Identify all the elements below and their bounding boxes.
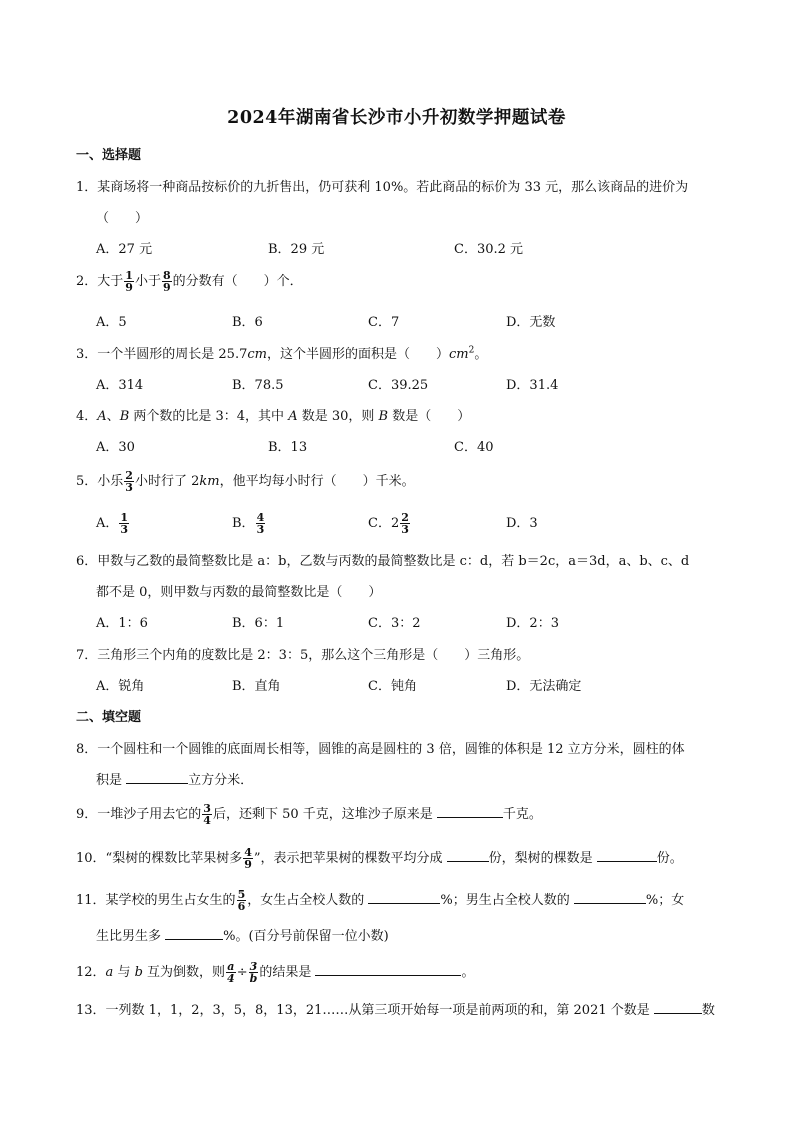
answer-blank[interactable] (597, 849, 657, 862)
option-a: A． $\frac{1}{3}$ (96, 511, 129, 536)
question-13 (76, 999, 715, 1018)
question-text: 数 (701, 1003, 715, 1018)
fraction: $\frac{3}{b}$ (249, 960, 258, 985)
option-b: B．直角 (232, 679, 281, 694)
question-text: 甲数与乙数的最简整数比是 a：b，乙数与丙数的最简整数比是 c：d，若 b＝2c，a＝3d，a、b、c、d (97, 554, 690, 569)
option-b: B．6 (232, 315, 263, 330)
question-text: 数是 30，则 (297, 409, 379, 424)
variable: B (119, 409, 130, 424)
question-text: ”，表示把苹果树的棵数平均分成 (253, 851, 447, 866)
question-11-continuation: 生比男生多 %。(百分号前保留一位小数) (96, 929, 389, 944)
question-5-options (96, 511, 736, 536)
fraction: $\frac{1}{9}$ (125, 269, 133, 294)
question-text: %；女 (645, 893, 685, 908)
question-1-continuation: （ ） (96, 211, 149, 226)
question-text: 千克。 (502, 807, 542, 822)
option-d: D．2：3 (506, 616, 559, 631)
question-text: 一堆沙子用去它的 (97, 807, 202, 822)
answer-blank[interactable] (574, 891, 646, 904)
option-c: C．39.25 (368, 378, 429, 393)
fraction: $\frac{4}{9}$ (244, 846, 252, 871)
question-text: 、 (106, 409, 120, 424)
question-2 (76, 270, 303, 293)
question-number: 12． (76, 965, 106, 980)
question-text: %；男生占全校人数的 (440, 893, 574, 908)
question-text: 后，还剩下 50 千克，这堆沙子原来是 (212, 807, 437, 822)
option-b: B．29 元 (268, 242, 325, 257)
question-1 (76, 176, 688, 195)
question-6 (76, 550, 689, 569)
question-4 (76, 405, 470, 424)
variable: b (134, 965, 143, 980)
question-number: 8． (76, 742, 98, 757)
question-text: 与 (113, 965, 135, 980)
option-a: A．1：6 (96, 616, 148, 631)
option-c: C．7 (368, 315, 400, 330)
question-number: 9． (76, 807, 98, 822)
question-8 (76, 738, 685, 757)
question-text: 互为倒数，则 (142, 965, 226, 980)
option-c: C．2 $\frac{2}{3}$ (368, 511, 409, 536)
option-d: D．31.4 (506, 378, 559, 393)
answer-blank[interactable] (447, 849, 489, 862)
answer-blank[interactable] (437, 805, 503, 818)
variable: a (105, 965, 114, 980)
question-text: “梨树的棵数比苹果树多 (105, 851, 243, 866)
question-text: 小于 (134, 274, 161, 289)
page-title: 2024年湖南省长沙市小升初数学押题试卷 (227, 108, 566, 128)
question-9 (76, 803, 542, 826)
question-text: 份，梨树的棵数是 (488, 851, 597, 866)
question-number: 4． (76, 409, 98, 424)
question-number: 7． (76, 648, 98, 663)
question-number: 13． (76, 1003, 106, 1018)
variable: A (288, 409, 298, 424)
option-a: A．30 (96, 440, 135, 455)
answer-blank[interactable] (315, 963, 461, 976)
section-heading-choice: 一、选择题 (76, 148, 142, 163)
question-text: ，这个半圆形的面积是（ ） (266, 347, 449, 362)
option-a: A．5 (96, 315, 127, 330)
question-text: 的分数有（ ）个． (172, 274, 303, 289)
fraction: $\frac{3}{4}$ (203, 802, 211, 827)
question-text: 小乐 (97, 474, 124, 489)
question-3-options (96, 374, 736, 392)
question-12 (76, 961, 474, 984)
question-3 (76, 343, 487, 362)
question-number: 5． (76, 474, 98, 489)
answer-blank[interactable] (126, 771, 188, 784)
question-10 (76, 847, 683, 870)
question-number: 3． (76, 347, 98, 362)
answer-blank[interactable] (165, 927, 223, 940)
option-b: B．6：1 (232, 616, 285, 631)
option-a: A．锐角 (96, 679, 145, 694)
option-d: D．无法确定 (506, 679, 582, 694)
question-text: 两个数的比是 3：4，其中 (129, 409, 289, 424)
option-c: C．钝角 (368, 679, 417, 694)
option-a: A．314 (96, 378, 144, 393)
question-text: 三角形三个内角的度数比是 2：3：5，那么这个三角形是（ ）三角形。 (97, 648, 530, 663)
unit: km (199, 474, 220, 489)
unit: cm (247, 347, 267, 362)
question-text: 大于 (97, 274, 124, 289)
question-text: 的结果是 (259, 965, 316, 980)
question-text: ，他平均每小时行（ ）千米。 (219, 474, 415, 489)
question-7-options (96, 675, 736, 693)
question-text: 小时行了 2 (134, 474, 200, 489)
option-d: D．无数 (506, 315, 556, 330)
variable: B (378, 409, 389, 424)
option-a: A．27 元 (96, 242, 153, 257)
question-8-continuation: 积是 立方分米． (96, 773, 254, 788)
question-4-options (96, 436, 736, 454)
question-text: 数是（ ） (388, 409, 471, 424)
fraction: $\frac{5}{6}$ (237, 888, 246, 913)
answer-blank[interactable] (654, 1001, 702, 1014)
variable: A (97, 409, 107, 424)
fraction: $\frac{8}{9}$ (162, 269, 171, 294)
question-number: 2． (76, 274, 98, 289)
option-c: C．40 (454, 440, 494, 455)
option-c: C．3：2 (368, 616, 421, 631)
fraction: $\frac{2}{3}$ (125, 469, 133, 494)
question-6-continuation: 都不是 0，则甲数与丙数的最简整数比是（ ） (96, 585, 382, 600)
question-7 (76, 644, 529, 663)
question-number: 10． (76, 851, 106, 866)
question-6-options (96, 612, 736, 630)
question-number: 1． (76, 180, 98, 195)
option-d: D．3 (506, 516, 538, 531)
question-number: 11． (76, 893, 106, 908)
superscript: 2 (468, 345, 475, 356)
question-text: 份。 (656, 851, 683, 866)
option-b: B．78.5 (232, 378, 284, 393)
fraction: $\frac{a}{4}$ (227, 960, 235, 985)
question-text: 某商场将一种商品按标价的九折售出，仍可获利 10%。若此商品的标价为 33 元，那么该商品的进价为 (97, 180, 689, 195)
question-text: 一个圆柱和一个圆锥的底面周长相等，圆锥的高是圆柱的 3 倍，圆锥的体积是 12 立方分米，圆柱的体 (97, 742, 685, 757)
option-b: B． $\frac{4}{3}$ (232, 511, 265, 536)
answer-blank[interactable] (368, 891, 440, 904)
section-heading-fill: 二、填空题 (76, 710, 142, 725)
question-number: 6． (76, 554, 98, 569)
question-text: 。 (461, 965, 475, 980)
question-text: ，女生占全校人数的 (247, 893, 369, 908)
option-c: C．30.2 元 (454, 242, 524, 257)
question-text: 一个半圆形的周长是 25.7 (97, 347, 248, 362)
unit: cm (448, 347, 469, 362)
question-text: 某学校的男生占女生的 (105, 893, 236, 908)
operator: ÷ (236, 965, 248, 980)
question-11 (76, 889, 684, 912)
question-5 (76, 470, 415, 493)
question-text: 一列数 1，1，2，3，5，8，13，21……从第三项开始每一项是前两项的和，第 2021 个数是 (105, 1003, 654, 1018)
question-1-options (96, 238, 736, 256)
question-text: 。 (474, 347, 488, 362)
option-b: B．13 (268, 440, 308, 455)
question-2-options (96, 311, 736, 329)
